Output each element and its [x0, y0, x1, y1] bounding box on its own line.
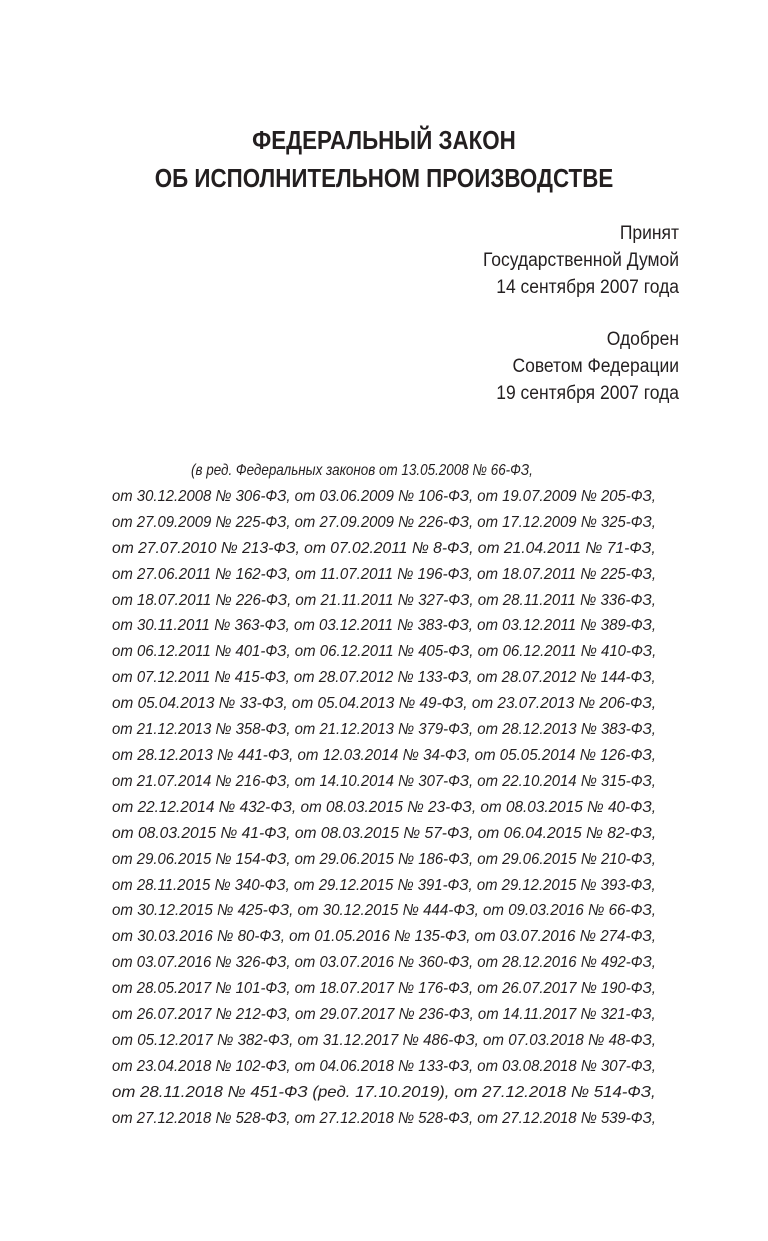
amendment-line-text: от 08.03.2015 № 41-ФЗ, от 08.03.2015 № 57-ФЗ, от 06.04.2015 № 82-ФЗ, — [112, 824, 657, 842]
amendment-line-text: от 07.12.2011 № 415-ФЗ, от 28.07.2012 № 133-ФЗ, от 28.07.2012 № 144-ФЗ, — [112, 669, 656, 687]
amendment-line-text: от 30.12.2008 № 306-ФЗ, от 03.06.2009 № 106-ФЗ, от 19.07.2009 № 205-ФЗ, — [112, 487, 656, 505]
amendment-line — [112, 665, 656, 691]
amendment-line-text: от 29.06.2015 № 154-ФЗ, от 29.06.2015 № 186-ФЗ, от 29.06.2015 № 210-ФЗ, — [112, 850, 656, 868]
amendment-line — [112, 562, 656, 588]
amendment-line — [112, 847, 656, 873]
council-approval-status: Одобрен — [606, 329, 679, 350]
amendment-line — [112, 821, 656, 847]
amendment-line — [112, 1002, 656, 1028]
amendment-line-text: от 21.12.2013 № 358-ФЗ, от 21.12.2013 № 379-ФЗ, от 28.12.2013 № 383-ФЗ, — [112, 721, 656, 739]
amendment-line-text: от 28.05.2017 № 101-ФЗ, от 18.07.2017 № 176-ФЗ, от 26.07.2017 № 190-ФЗ, — [112, 980, 656, 998]
duma-adoption-block — [279, 220, 679, 301]
amendment-line-text: (в ред. Федеральных законов от 13.05.2008 № 66-ФЗ, — [191, 462, 533, 479]
amendment-line-text: от 27.07.2010 № 213-ФЗ, от 07.02.2011 № 8-ФЗ, от 21.04.2011 № 71-ФЗ, — [112, 539, 656, 557]
amendment-line — [112, 536, 656, 562]
amendment-line-text: от 28.12.2013 № 441-ФЗ, от 12.03.2014 № 34-ФЗ, от 05.05.2014 № 126-ФЗ, — [112, 746, 656, 764]
amendment-line-text: от 26.07.2017 № 212-ФЗ, от 29.07.2017 № 236-ФЗ, от 14.11.2017 № 321-ФЗ, — [112, 1006, 656, 1024]
amendment-line — [112, 950, 656, 976]
amendment-line — [112, 769, 656, 795]
amendment-line — [112, 795, 656, 821]
amendment-line-text: от 05.04.2013 № 33-ФЗ, от 05.04.2013 № 49-ФЗ, от 23.07.2013 № 206-ФЗ, — [112, 695, 657, 713]
amendment-line-text: от 06.12.2011 № 401-ФЗ, от 06.12.2011 № 405-ФЗ, от 06.12.2011 № 410-ФЗ, — [112, 643, 657, 661]
amendment-line — [112, 924, 656, 950]
amendment-line — [112, 691, 656, 717]
amendment-line — [112, 484, 656, 510]
council-approval-block — [279, 326, 679, 407]
council-approval-date: 19 сентября 2007 года — [496, 383, 679, 404]
amendment-line — [112, 613, 656, 639]
amendment-line — [112, 1054, 656, 1080]
duma-adoption-status: Принят — [619, 223, 679, 244]
amendment-line — [112, 1080, 656, 1106]
amendment-line-text: от 22.12.2014 № 432-ФЗ, от 08.03.2015 № 23-ФЗ, от 08.03.2015 № 40-ФЗ, — [112, 798, 657, 816]
amendment-line-text: от 27.06.2011 № 162-ФЗ, от 11.07.2011 № 196-ФЗ, от 18.07.2011 № 225-ФЗ, — [112, 565, 657, 583]
amendment-line — [112, 458, 656, 484]
amendment-line — [112, 873, 656, 899]
amendment-line-text: от 27.09.2009 № 225-ФЗ, от 27.09.2009 № 226-ФЗ, от 17.12.2009 № 325-ФЗ, — [112, 513, 656, 531]
amendment-line — [112, 1106, 656, 1132]
amendment-line-text: от 27.12.2018 № 528-ФЗ, от 27.12.2018 № 528-ФЗ, от 27.12.2018 № 539-ФЗ, — [112, 1109, 656, 1127]
amendment-line — [112, 898, 656, 924]
amendment-line — [112, 510, 656, 536]
law-title — [0, 121, 768, 197]
amendment-line — [112, 639, 656, 665]
amendment-line-text: от 18.07.2011 № 226-ФЗ, от 21.11.2011 № 327-ФЗ, от 28.11.2011 № 336-ФЗ, — [112, 591, 656, 609]
council-approval-body: Советом Федерации — [512, 356, 679, 377]
amendment-line-text: от 28.11.2018 № 451-ФЗ (ред. 17.10.2019), от 27.12.2018 № 514-ФЗ, — [112, 1083, 656, 1101]
amendment-line-text: от 28.11.2015 № 340-ФЗ, от 29.12.2015 № 391-ФЗ, от 29.12.2015 № 393-ФЗ, — [112, 876, 656, 894]
amendment-line-text: от 05.12.2017 № 382-ФЗ, от 31.12.2017 № 486-ФЗ, от 07.03.2018 № 48-ФЗ, — [112, 1031, 656, 1049]
duma-adoption-date: 14 сентября 2007 года — [496, 277, 679, 298]
amendment-line — [112, 743, 656, 769]
amendment-line-text: от 30.12.2015 № 425-ФЗ, от 30.12.2015 № 444-ФЗ, от 09.03.2016 № 66-ФЗ, — [112, 902, 656, 920]
amendment-line-text: от 21.07.2014 № 216-ФЗ, от 14.10.2014 № 307-ФЗ, от 22.10.2014 № 315-ФЗ, — [112, 772, 656, 790]
amendment-line — [112, 976, 656, 1002]
amendment-line-text: от 30.03.2016 № 80-ФЗ, от 01.05.2016 № 135-ФЗ, от 03.07.2016 № 274-ФЗ, — [112, 928, 656, 946]
amendment-line-text: от 30.11.2011 № 363-ФЗ, от 03.12.2011 № 383-ФЗ, от 03.12.2011 № 389-ФЗ, — [112, 617, 657, 635]
duma-adoption-body: Государственной Думой — [482, 250, 679, 271]
amendments-list — [112, 458, 656, 1132]
amendment-line — [112, 717, 656, 743]
amendment-line-text: от 03.07.2016 № 326-ФЗ, от 03.07.2016 № 360-ФЗ, от 28.12.2016 № 492-ФЗ, — [112, 954, 656, 972]
law-title-line-1: ФЕДЕРАЛЬНЫЙ ЗАКОН — [252, 125, 516, 155]
amendment-line-text: от 23.04.2018 № 102-ФЗ, от 04.06.2018 № 133-ФЗ, от 03.08.2018 № 307-ФЗ, — [112, 1057, 656, 1075]
amendment-line — [112, 588, 656, 614]
amendment-line — [112, 1028, 656, 1054]
law-title-line-2: ОБ ИСПОЛНИТЕЛЬНОМ ПРОИЗВОДСТВЕ — [154, 163, 614, 193]
